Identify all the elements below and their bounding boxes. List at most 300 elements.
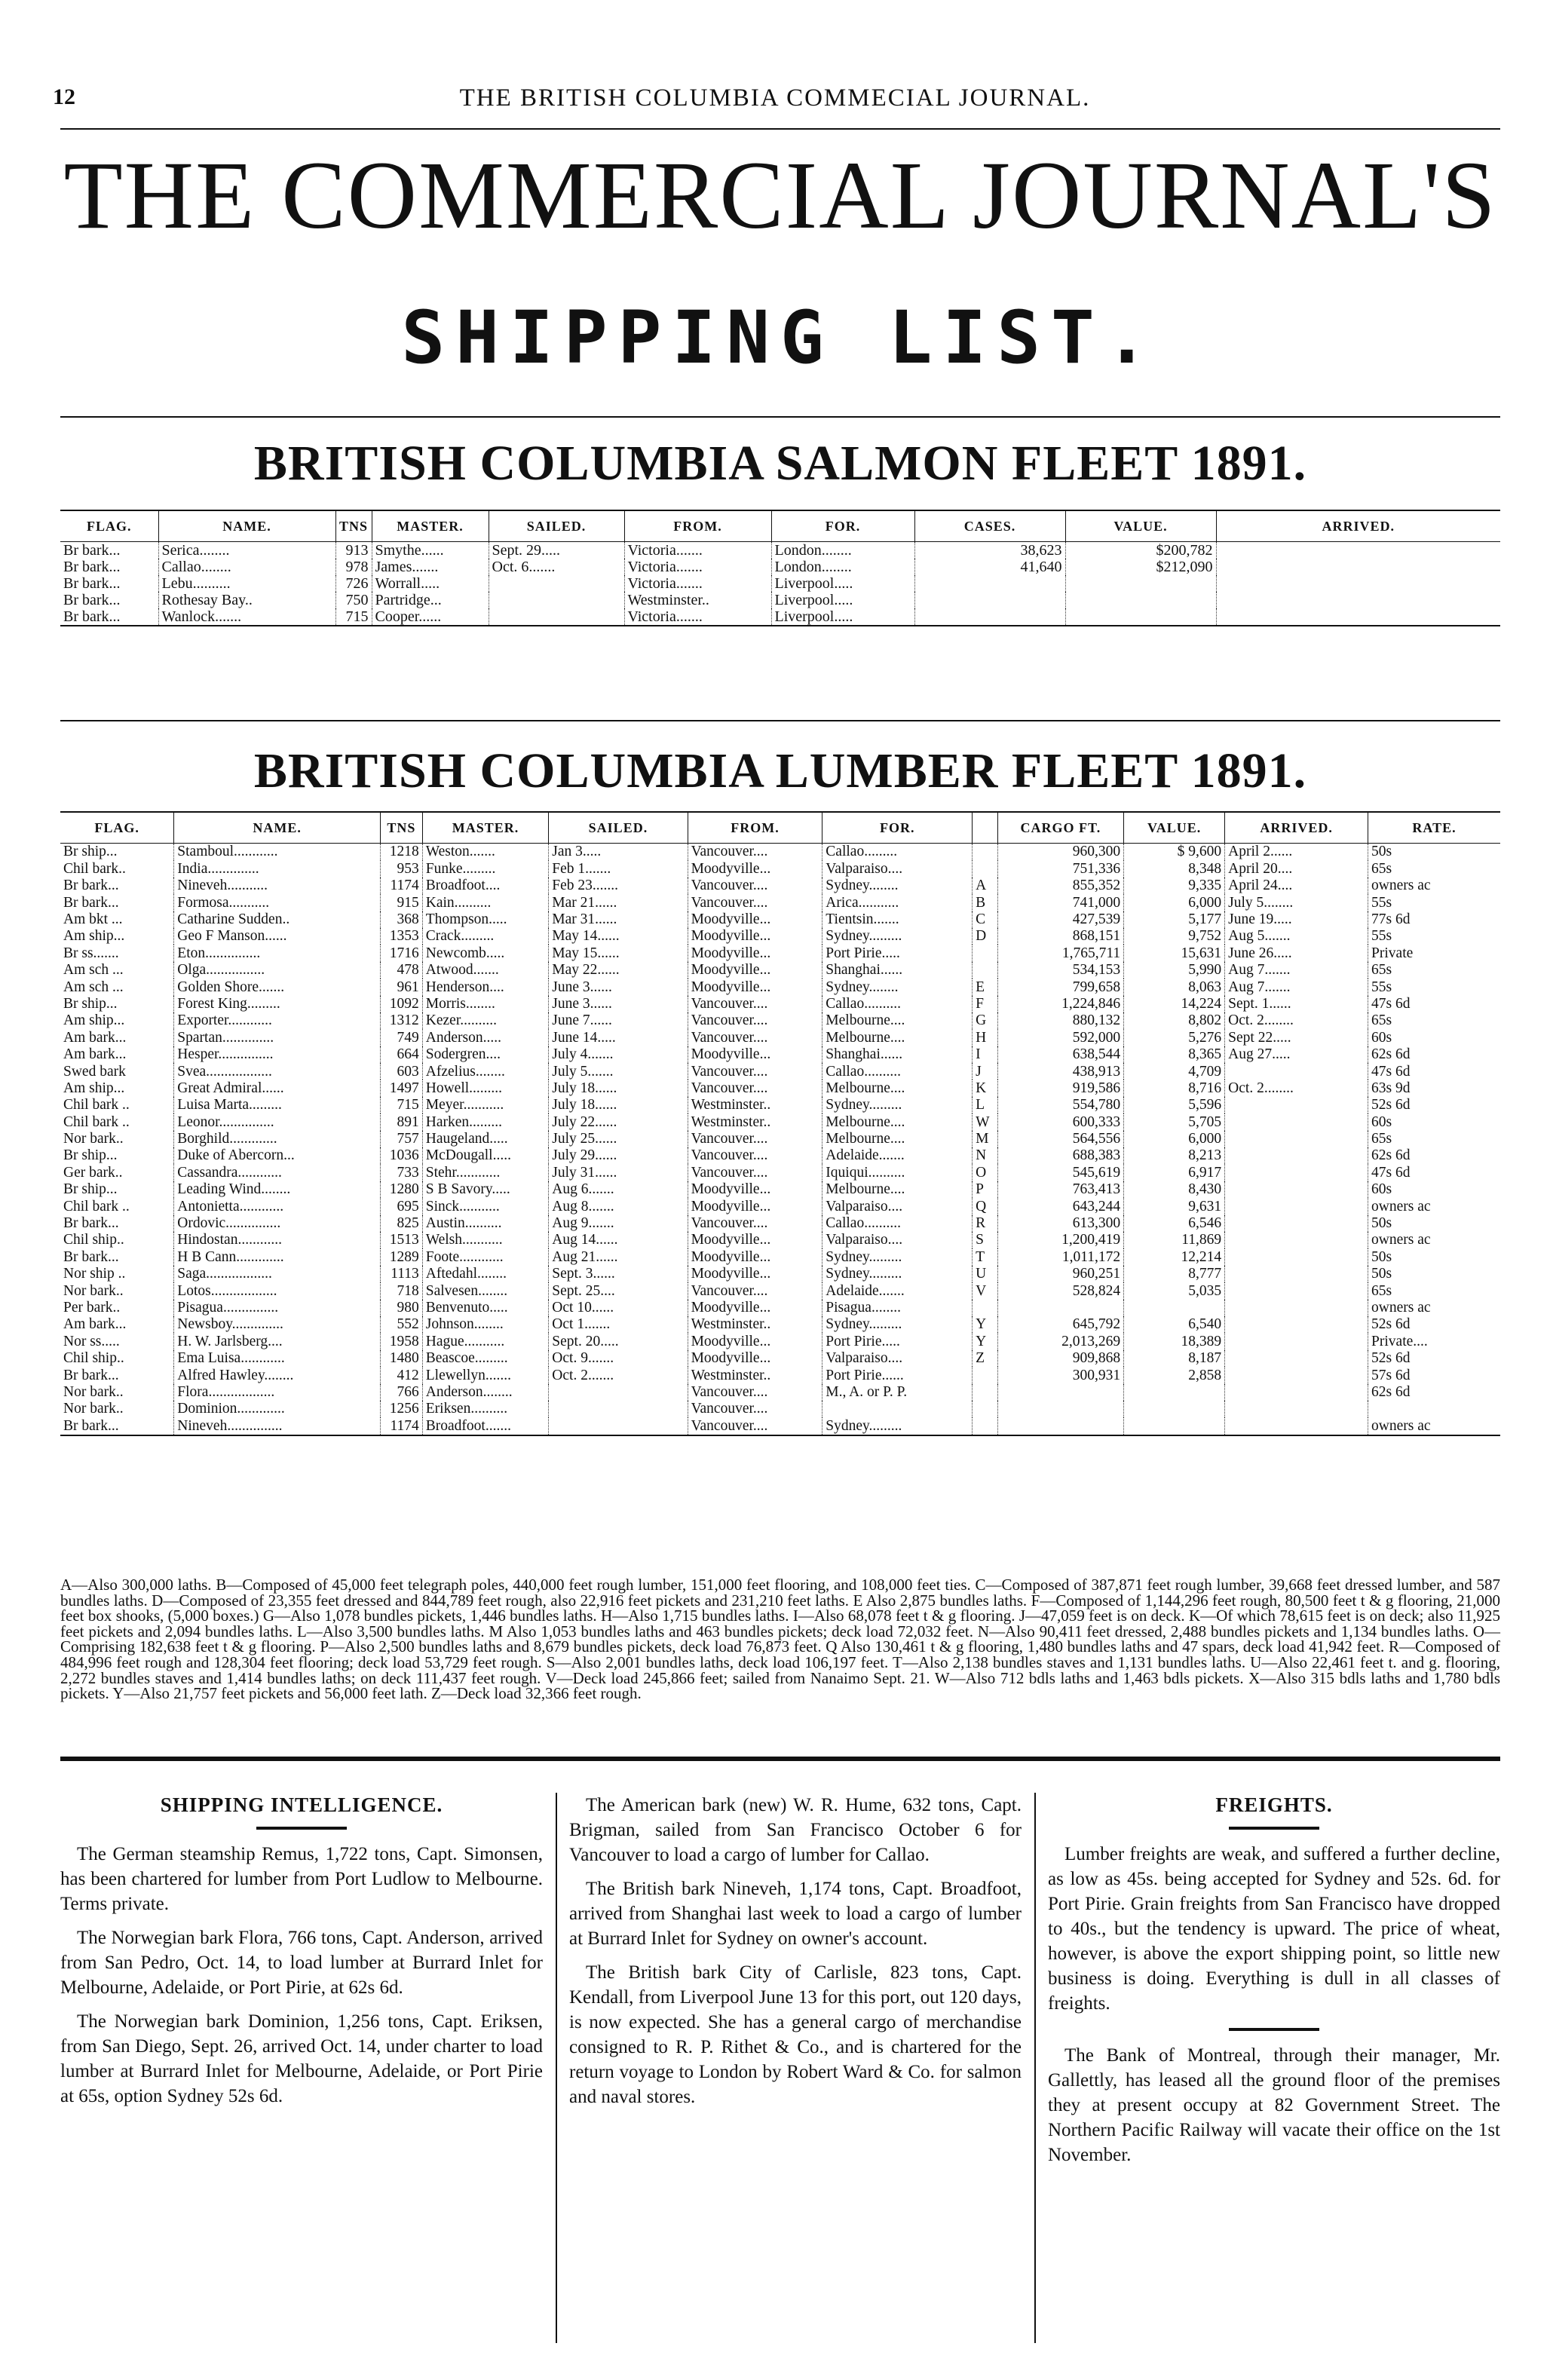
- table-cell: Melbourne....: [822, 1181, 973, 1198]
- table-cell: Ema Luisa............: [174, 1350, 381, 1367]
- table-cell: 18,389: [1124, 1333, 1225, 1349]
- table-cell: 1513: [380, 1232, 422, 1248]
- table-cell: 9,335: [1124, 878, 1225, 894]
- table-cell: 8,187: [1124, 1350, 1225, 1367]
- table-cell: Sept. 1......: [1225, 996, 1368, 1012]
- table-cell: [1225, 1215, 1368, 1232]
- table-cell: 1716: [380, 945, 422, 961]
- table-cell: Liverpool.....: [771, 575, 914, 592]
- table-cell: 427,539: [997, 911, 1124, 928]
- table-row: [60, 608, 1500, 626]
- table-row: [60, 1164, 1500, 1181]
- table-cell: Br ss.......: [63, 945, 119, 961]
- table-cell: London........: [771, 559, 914, 575]
- table-cell: Br bark...: [63, 592, 121, 608]
- table-row: [60, 542, 1500, 559]
- table-cell: Hesper...............: [174, 1046, 381, 1063]
- table-cell: [1065, 575, 1216, 592]
- table-cell: Br bark...: [60, 608, 158, 626]
- table-cell: 978: [335, 559, 372, 575]
- table-cell: Nineveh...........: [174, 878, 381, 894]
- table-cell: India..............: [174, 860, 381, 877]
- table-cell: Sydney........: [822, 979, 973, 995]
- table-cell: 6,546: [1124, 1215, 1225, 1232]
- table-cell: [1124, 1401, 1225, 1417]
- table-cell: Br bark...: [63, 894, 119, 911]
- table-cell: 478: [380, 962, 422, 979]
- lumber-col-header: ARRIVED.: [1225, 812, 1368, 844]
- table-cell: [1368, 1401, 1500, 1417]
- table-cell: Afzelius........: [422, 1063, 549, 1080]
- table-cell: Llewellyn.......: [422, 1367, 549, 1383]
- table-cell: July 22......: [549, 1113, 688, 1130]
- table-cell: Br ship...: [63, 995, 118, 1012]
- table-cell: Moodyville...: [688, 860, 822, 877]
- table-row: [60, 962, 1500, 979]
- table-cell: Iquiqui..........: [822, 1164, 973, 1181]
- table-cell: owners ac: [1368, 1300, 1500, 1316]
- table-cell: 14,224: [1124, 996, 1225, 1012]
- table-cell: Moodyville...: [688, 1333, 822, 1349]
- table-cell: [973, 1367, 998, 1383]
- table-cell: [1225, 1131, 1368, 1147]
- table-cell: Vancouver....: [688, 1215, 822, 1232]
- lumber-col-header: FOR.: [822, 812, 973, 844]
- table-cell: 62s 6d: [1368, 1046, 1500, 1063]
- table-row: [60, 996, 1500, 1012]
- table-cell: 8,716: [1124, 1080, 1225, 1096]
- table-cell: Valparaiso....: [822, 860, 973, 877]
- table-cell: Am bark...: [63, 1046, 127, 1063]
- table-cell: 412: [380, 1367, 422, 1383]
- table-cell: Vancouver....: [688, 1384, 822, 1401]
- table-cell: 8,348: [1124, 860, 1225, 877]
- table-cell: 913: [335, 542, 372, 559]
- table-cell: Svea..................: [174, 1063, 381, 1080]
- table-cell: owners ac: [1368, 1417, 1500, 1435]
- table-cell: Vancouver....: [688, 1401, 822, 1417]
- table-cell: 438,913: [997, 1063, 1124, 1080]
- table-cell: Victoria.......: [624, 575, 771, 592]
- salmon-col-header: ARRIVED.: [1216, 510, 1500, 542]
- table-cell: Oct. 6.......: [489, 559, 624, 575]
- table-cell: Aug 14......: [549, 1232, 688, 1248]
- table-cell: M., A. or P. P.: [822, 1384, 973, 1401]
- table-cell: 909,868: [997, 1350, 1124, 1367]
- table-cell: [1225, 1333, 1368, 1349]
- table-row: [60, 894, 1500, 911]
- table-cell: Moodyville...: [688, 1198, 822, 1215]
- table-cell: Catharine Sudden..: [174, 911, 381, 928]
- table-cell: Mar 21......: [549, 894, 688, 911]
- table-cell: Private....: [1368, 1333, 1500, 1349]
- table-cell: Br bark...: [63, 542, 121, 559]
- table-cell: Newsboy..............: [174, 1316, 381, 1333]
- table-cell: Aug 21......: [549, 1248, 688, 1265]
- table-cell: 11,869: [1124, 1232, 1225, 1248]
- table-cell: Victoria.......: [624, 542, 771, 559]
- table-row: [60, 559, 1500, 575]
- table-cell: A: [973, 878, 998, 894]
- table-cell: Borghild.............: [174, 1131, 381, 1147]
- table-cell: Oct. 9.......: [549, 1350, 688, 1367]
- table-cell: Oct 10......: [549, 1300, 688, 1316]
- article-paragraph: The German steamship Remus, 1,722 tons, Capt. Simonsen, has been chartered for lumber from Port Ludlow to Melbourne. Terms private.: [60, 1844, 543, 1914]
- table-cell: 63s 9d: [1368, 1080, 1500, 1096]
- table-row: [60, 1080, 1500, 1096]
- salmon-fleet-table: [60, 510, 1500, 626]
- title-rule: [60, 416, 1500, 418]
- table-cell: Moodyville...: [688, 1300, 822, 1316]
- table-cell: 1174: [380, 1417, 422, 1435]
- table-cell: Br bark...: [63, 559, 121, 575]
- lumber-col-header: [973, 812, 998, 844]
- table-cell: [822, 1401, 973, 1417]
- table-cell: Chil bark ..: [63, 1097, 130, 1113]
- table-cell: Welsh...........: [422, 1232, 549, 1248]
- table-cell: Broadfoot.......: [422, 1417, 549, 1435]
- table-cell: M: [973, 1131, 998, 1147]
- table-cell: 766: [380, 1384, 422, 1401]
- table-cell: 65s: [1368, 1282, 1500, 1299]
- table-cell: Foote............: [422, 1248, 549, 1265]
- table-cell: D: [973, 928, 998, 945]
- table-cell: 62s 6d: [1368, 1147, 1500, 1164]
- table-cell: Henderson....: [422, 979, 549, 995]
- table-cell: Johnson........: [422, 1316, 549, 1333]
- table-row: [60, 1215, 1500, 1232]
- table-cell: June 26.....: [1225, 945, 1368, 961]
- table-cell: [1065, 592, 1216, 608]
- table-cell: T: [973, 1248, 998, 1265]
- table-cell: [914, 575, 1065, 592]
- table-cell: July 25......: [549, 1131, 688, 1147]
- table-cell: Vancouver....: [688, 1063, 822, 1080]
- table-row: [60, 928, 1500, 945]
- table-cell: Br bark...: [63, 1215, 119, 1232]
- table-cell: Beascoe.........: [422, 1350, 549, 1367]
- table-row: [60, 1198, 1500, 1215]
- table-cell: 1,011,172: [997, 1248, 1124, 1265]
- table-cell: 718: [380, 1282, 422, 1299]
- table-cell: Mar 31......: [549, 911, 688, 928]
- table-cell: 552: [380, 1316, 422, 1333]
- salmon-col-header: CASES.: [914, 510, 1065, 542]
- table-cell: Crack.........: [422, 928, 549, 945]
- table-cell: 715: [380, 1097, 422, 1113]
- table-cell: Chil bark ..: [63, 1198, 130, 1215]
- table-cell: London........: [771, 542, 914, 559]
- column-shipping-intelligence: [60, 1793, 543, 2118]
- table-cell: 6,540: [1124, 1316, 1225, 1333]
- table-cell: 55s: [1368, 979, 1500, 995]
- table-cell: Kezer..........: [422, 1012, 549, 1029]
- table-cell: Moodyville...: [688, 945, 822, 961]
- table-cell: Chil ship..: [63, 1350, 124, 1367]
- table-row: [60, 1147, 1500, 1164]
- table-cell: Am bkt ...: [63, 911, 123, 927]
- table-cell: Chil bark..: [63, 860, 126, 877]
- table-cell: 960,300: [997, 844, 1124, 861]
- table-cell: Valparaiso....: [822, 1198, 973, 1215]
- table-cell: [1225, 1266, 1368, 1282]
- table-cell: 564,556: [997, 1131, 1124, 1147]
- table-cell: J: [973, 1063, 998, 1080]
- table-row: [60, 592, 1500, 608]
- table-cell: Saga..................: [174, 1266, 381, 1282]
- article-paragraph: The British bark City of Carlisle, 823 tons, Capt. Kendall, from Liverpool June 13 for this port, out 120 days, is now expected. She has a general cargo of merchandise consigned to R. P. Rithet & Co., and is chartered for the return voyage to London by Robert Ward & Co. for salmon and naval stores.: [569, 1962, 1022, 2107]
- table-cell: Thompson.....: [422, 911, 549, 928]
- table-cell: 1958: [380, 1333, 422, 1349]
- table-cell: O: [973, 1164, 998, 1181]
- table-cell: 2,013,269: [997, 1333, 1124, 1349]
- article-paragraph: The American bark (new) W. R. Hume, 632 tons, Capt. Brigman, sailed from San Francisco October 6 for Vancouver to load a cargo of lumber for Callao.: [569, 1795, 1022, 1865]
- shipping-intelligence-heading: SHIPPING INTELLIGENCE.: [160, 1793, 443, 1816]
- table-cell: Sydney.........: [822, 1248, 973, 1265]
- table-cell: 855,352: [997, 878, 1124, 894]
- article-paragraph: The Norwegian bark Dominion, 1,256 tons, Capt. Eriksen, from San Diego, Sept. 26, arrived Oct. 14, under charter to load lumber at Burrard Inlet for Melbourne, Adelaide, or Port Pirie at 65s, option Sydney 52s 6d.: [60, 2011, 543, 2106]
- table-cell: April 24....: [1225, 878, 1368, 894]
- table-cell: Private: [1368, 945, 1500, 961]
- table-cell: 6,917: [1124, 1164, 1225, 1181]
- table-row: [60, 878, 1500, 894]
- header-rule: [60, 128, 1500, 130]
- table-cell: Eton...............: [174, 945, 381, 961]
- table-cell: Vancouver....: [688, 1080, 822, 1096]
- article-paragraph: The Norwegian bark Flora, 766 tons, Capt. Anderson, arrived from San Pedro, Oct. 14, to load lumber at Burrard Inlet for Melbourne, Adelaide, or Port Pirie, at 62s 6d.: [60, 1928, 543, 1998]
- table-cell: 825: [380, 1215, 422, 1232]
- page-title: THE COMMERCIAL JOURNAL'S: [63, 142, 1497, 249]
- table-cell: [1225, 1113, 1368, 1130]
- table-cell: 1312: [380, 1012, 422, 1029]
- bottom-section-rule: [60, 1757, 1500, 1761]
- table-cell: 57s 6d: [1368, 1367, 1500, 1383]
- table-row: [60, 1097, 1500, 1113]
- table-cell: 980: [380, 1300, 422, 1316]
- table-cell: Br ship...: [63, 1181, 118, 1198]
- table-cell: Hague...........: [422, 1333, 549, 1349]
- table-cell: Sept. 25....: [549, 1282, 688, 1299]
- table-cell: [549, 1384, 688, 1401]
- table-cell: 2,858: [1124, 1367, 1225, 1383]
- table-cell: F: [973, 996, 998, 1012]
- table-cell: [1225, 1367, 1368, 1383]
- table-row: [60, 911, 1500, 928]
- table-cell: [1225, 1300, 1368, 1316]
- table-cell: 534,153: [997, 962, 1124, 979]
- table-cell: Vancouver....: [688, 1417, 822, 1435]
- table-cell: Oct. 2........: [1225, 1012, 1368, 1029]
- table-cell: Br bark...: [63, 575, 121, 592]
- table-cell: [1225, 1147, 1368, 1164]
- table-cell: 50s: [1368, 844, 1500, 861]
- table-cell: V: [973, 1282, 998, 1299]
- table-cell: 1280: [380, 1181, 422, 1198]
- table-cell: Shanghai......: [822, 962, 973, 979]
- table-cell: Weston.......: [422, 844, 549, 861]
- table-cell: 62s 6d: [1368, 1384, 1500, 1401]
- table-cell: [973, 860, 998, 877]
- table-cell: H. W. Jarlsberg....: [174, 1333, 381, 1349]
- table-row: [60, 1063, 1500, 1080]
- table-cell: July 29......: [549, 1147, 688, 1164]
- table-cell: 891: [380, 1113, 422, 1130]
- running-title: THE BRITISH COLUMBIA COMMECIAL JOURNAL.: [459, 84, 1091, 112]
- table-cell: Salvesen........: [422, 1282, 549, 1299]
- table-cell: [973, 844, 998, 861]
- table-cell: 613,300: [997, 1215, 1124, 1232]
- table-cell: Alfred Hawley........: [174, 1367, 381, 1383]
- table-cell: July 18......: [549, 1097, 688, 1113]
- table-cell: Newcomb.....: [422, 945, 549, 961]
- salmon-col-header: SAILED.: [489, 510, 624, 542]
- table-cell: 1,224,846: [997, 996, 1124, 1012]
- table-cell: June 7......: [549, 1012, 688, 1029]
- table-cell: Moodyville...: [688, 962, 822, 979]
- table-cell: 1,765,711: [997, 945, 1124, 961]
- table-cell: 1113: [380, 1266, 422, 1282]
- table-cell: Am ship...: [63, 1080, 125, 1096]
- table-row: [60, 1384, 1500, 1401]
- table-cell: Exporter............: [174, 1012, 381, 1029]
- table-cell: 1036: [380, 1147, 422, 1164]
- table-cell: McDougall.....: [422, 1147, 549, 1164]
- table-cell: [997, 1300, 1124, 1316]
- table-cell: July 5.......: [549, 1063, 688, 1080]
- table-cell: [973, 1300, 998, 1316]
- table-cell: [1216, 559, 1500, 575]
- table-cell: Sept 22.....: [1225, 1029, 1368, 1046]
- table-cell: 60s: [1368, 1181, 1500, 1198]
- salmon-header-row: [60, 510, 1500, 542]
- table-cell: Lebu..........: [158, 575, 335, 592]
- table-cell: 50s: [1368, 1266, 1500, 1282]
- table-cell: Dominion.............: [174, 1401, 381, 1417]
- table-cell: 915: [380, 894, 422, 911]
- lumber-col-header: VALUE.: [1124, 812, 1225, 844]
- table-cell: B: [973, 894, 998, 911]
- table-row: [60, 1232, 1500, 1248]
- table-cell: Moodyville...: [688, 911, 822, 928]
- table-cell: Jan 3.....: [549, 844, 688, 861]
- table-cell: S: [973, 1232, 998, 1248]
- table-cell: owners ac: [1368, 878, 1500, 894]
- table-cell: G: [973, 1012, 998, 1029]
- table-cell: 8,365: [1124, 1046, 1225, 1063]
- table-cell: 9,631: [1124, 1198, 1225, 1215]
- table-cell: 868,151: [997, 928, 1124, 945]
- table-cell: Nineveh...............: [174, 1417, 381, 1435]
- table-cell: 15,631: [1124, 945, 1225, 961]
- table-row: [60, 1401, 1500, 1417]
- table-cell: 528,824: [997, 1282, 1124, 1299]
- table-cell: [1225, 1164, 1368, 1181]
- table-row: [60, 1046, 1500, 1063]
- table-cell: Victoria.......: [624, 559, 771, 575]
- table-cell: Callao..........: [822, 1063, 973, 1080]
- salmon-fleet-title: BRITISH COLUMBIA SALMON FLEET 1891.: [253, 436, 1307, 491]
- table-cell: 749: [380, 1029, 422, 1046]
- table-cell: 741,000: [997, 894, 1124, 911]
- table-cell: [997, 1417, 1124, 1435]
- table-cell: Golden Shore.......: [174, 979, 381, 995]
- table-row: [60, 1367, 1500, 1383]
- table-cell: Am ship...: [63, 1012, 125, 1029]
- table-row: [60, 860, 1500, 877]
- table-row: [60, 1266, 1500, 1282]
- table-cell: Haugeland.....: [422, 1131, 549, 1147]
- table-cell: Port Pirie.....: [822, 945, 973, 961]
- table-cell: Forest King.........: [174, 996, 381, 1012]
- table-cell: [1065, 608, 1216, 626]
- table-cell: June 3......: [549, 979, 688, 995]
- table-cell: Callao.........: [822, 844, 973, 861]
- table-cell: 726: [335, 575, 372, 592]
- table-cell: [1225, 1417, 1368, 1435]
- table-cell: [973, 945, 998, 961]
- table-cell: H: [973, 1029, 998, 1046]
- table-cell: Vancouver....: [688, 1147, 822, 1164]
- salmon-col-header: NAME.: [158, 510, 335, 542]
- table-cell: Westminster..: [688, 1097, 822, 1113]
- table-cell: $200,782: [1065, 542, 1216, 559]
- table-cell: Nor bark..: [63, 1282, 124, 1299]
- table-row: [60, 844, 1500, 861]
- table-cell: Sydney.........: [822, 1417, 973, 1435]
- table-cell: Valparaiso....: [822, 1350, 973, 1367]
- table-cell: Am sch ...: [63, 979, 124, 995]
- table-cell: Cooper......: [372, 608, 489, 626]
- lumber-col-header: MASTER.: [422, 812, 549, 844]
- table-cell: Westminster..: [688, 1113, 822, 1130]
- table-cell: Funke.........: [422, 860, 549, 877]
- table-cell: Spartan..............: [174, 1029, 381, 1046]
- table-cell: [997, 1401, 1124, 1417]
- table-cell: Hindostan............: [174, 1232, 381, 1248]
- table-cell: Nor ss.....: [63, 1333, 120, 1349]
- table-cell: I: [973, 1046, 998, 1063]
- salmon-col-header: TNS: [335, 510, 372, 542]
- table-cell: Sept. 20.....: [549, 1333, 688, 1349]
- heading-rule: [60, 1824, 543, 1831]
- table-cell: 919,586: [997, 1080, 1124, 1096]
- table-cell: Port Pirie......: [822, 1367, 973, 1383]
- table-cell: 1480: [380, 1350, 422, 1367]
- table-cell: Wanlock.......: [158, 608, 335, 626]
- table-cell: 664: [380, 1046, 422, 1063]
- table-cell: 1218: [380, 844, 422, 861]
- table-cell: Rothesay Bay..: [158, 592, 335, 608]
- table-cell: Cassandra............: [174, 1164, 381, 1181]
- table-cell: 592,000: [997, 1029, 1124, 1046]
- table-cell: Aug 7.......: [1225, 962, 1368, 979]
- table-cell: [973, 1384, 998, 1401]
- table-cell: 65s: [1368, 962, 1500, 979]
- table-cell: Br bark...: [60, 1417, 174, 1435]
- table-cell: Sydney.........: [822, 1097, 973, 1113]
- table-cell: 638,544: [997, 1046, 1124, 1063]
- table-cell: 47s 6d: [1368, 1164, 1500, 1181]
- table-cell: Vancouver....: [688, 1029, 822, 1046]
- table-cell: [1216, 608, 1500, 626]
- table-cell: Oct. 2.......: [549, 1367, 688, 1383]
- table-cell: 60s: [1368, 1029, 1500, 1046]
- table-cell: [1124, 1300, 1225, 1316]
- table-cell: Y: [973, 1316, 998, 1333]
- table-cell: Am sch ...: [63, 962, 124, 979]
- table-cell: Callao..........: [822, 996, 973, 1012]
- table-cell: R: [973, 1215, 998, 1232]
